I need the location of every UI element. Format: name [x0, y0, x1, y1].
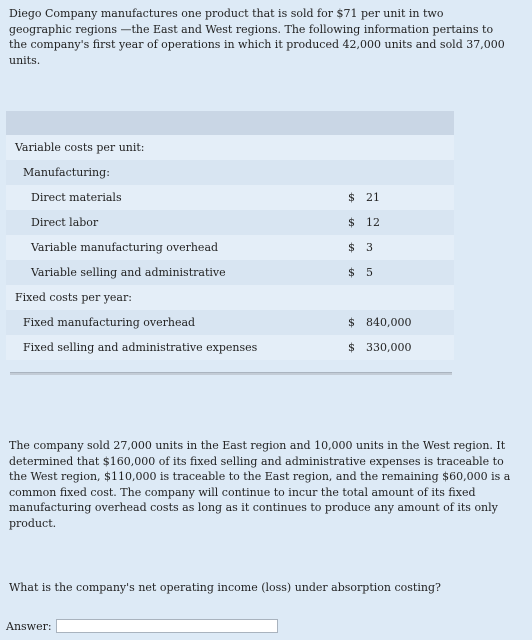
answer-row — [6, 619, 278, 633]
section-divider — [10, 372, 452, 375]
row-label: Fixed costs per year: — [15, 291, 132, 304]
row-amount — [348, 235, 373, 260]
answer-input[interactable] — [56, 619, 278, 633]
amount-value: 21 — [366, 191, 380, 204]
row-amount — [348, 335, 412, 360]
table-row — [6, 160, 454, 185]
row-amount — [348, 260, 373, 285]
amount-value: 330,000 — [366, 341, 412, 354]
row-label: Variable costs per unit: — [15, 141, 145, 154]
dollar-sign: $ — [348, 316, 355, 329]
row-label: Variable manufacturing overhead — [31, 241, 219, 254]
row-amount — [348, 285, 366, 310]
problem-intro: Diego Company manufactures one product that is sold for $71 per unit in two geographic regions —the East and West regions. The following information pertains to the company's first year of operations in which it produced 42,000 units and sold 37,000 units. — [9, 7, 505, 67]
row-label: Variable selling and administrative — [31, 266, 226, 279]
table-row — [6, 135, 454, 160]
table-row — [6, 235, 454, 260]
table-header — [6, 111, 454, 135]
dollar-sign: $ — [348, 191, 355, 204]
amount-value: 12 — [366, 216, 380, 229]
dollar-sign: $ — [348, 266, 355, 279]
amount-value: 5 — [366, 266, 373, 279]
row-label: Direct materials — [31, 191, 122, 204]
row-label: Direct labor — [31, 216, 99, 229]
row-amount — [348, 210, 380, 235]
row-label: Fixed manufacturing overhead — [23, 316, 196, 329]
row-label: Manufacturing: — [23, 166, 110, 179]
row-amount — [348, 185, 380, 210]
answer-label: Answer: — [6, 619, 52, 633]
dollar-sign: $ — [348, 216, 355, 229]
amount-value: 3 — [366, 241, 373, 254]
row-amount — [348, 135, 366, 160]
row-label: Fixed selling and administrative expenses — [23, 341, 258, 354]
row-amount — [348, 310, 412, 335]
row-amount — [348, 160, 366, 185]
table-body — [6, 135, 454, 360]
dollar-sign: $ — [348, 241, 355, 254]
problem-details: The company sold 27,000 units in the East region and 10,000 units in the West region. It determined that $160,000 of its fixed selling and administrative expenses is traceable to the West region, $110,000 is traceable to the East region, and the remaining $60,000 is a common fixed cost. The company will continue to incur the total amount of its fixed manufacturing overhead costs as long as it continues to produce any amount of its only product. — [9, 439, 511, 530]
table-row — [6, 260, 454, 285]
table-row — [6, 210, 454, 235]
table-row — [6, 335, 454, 360]
amount-value: 840,000 — [366, 316, 412, 329]
table-row — [6, 310, 454, 335]
table-row — [6, 285, 454, 310]
dollar-sign: $ — [348, 341, 355, 354]
question-text: What is the company's net operating income (loss) under absorption costing? — [9, 581, 441, 594]
table-row — [6, 185, 454, 210]
cost-table — [6, 111, 454, 360]
